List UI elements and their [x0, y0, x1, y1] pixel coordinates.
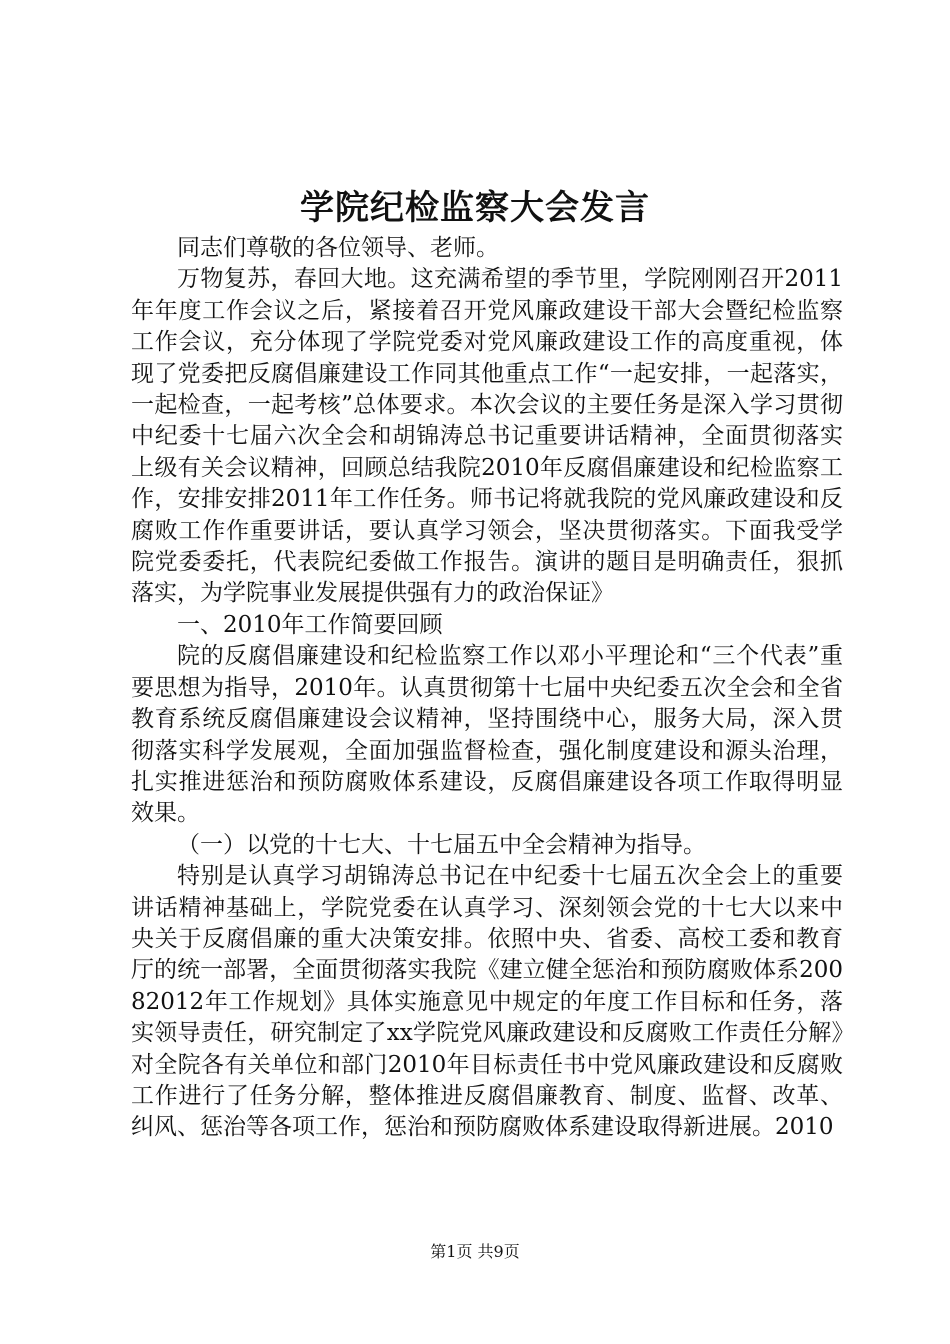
subsection-heading-1: （一）以党的十七大、十七届五中全会精神为指导。 [177, 831, 706, 858]
section-heading-1: 一、2010年工作简要回顾 [177, 611, 443, 638]
paragraph-salutation: 同志们尊敬的各位领导、老师。 [177, 235, 499, 261]
document-body [131, 233, 843, 1144]
document-title: 学院纪检监察大会发言 [300, 188, 650, 228]
page-number-footer: 第1页 共9页 [430, 1242, 520, 1261]
paragraph-study: 特别是认真学习胡锦涛总书记在中纪委十七届五次全会上的重要讲话精神基础上，学院党委在认真学习、深刻领会党的十七大以来中央关于反腐倡廉的重大决策安排。依照中央、省委、高校工委和教育厅的统一部署，全面贯彻落实我院《建立健全惩治和预防腐败体系20082012年工作规划》具体实施意见中规定的年度工作目标和任务，落实领导责任，研究制定了xx学院党风廉政建设和反腐败工作责任分解》对全院各有关单位和部门2010年目标责任书中党风廉政建设和反腐败工作进行了任务分解，整体推进反腐倡廉教育、制度、监督、改革、纠风、惩治等各项工作，惩治和预防腐败体系建设取得新进展。2010 [131, 863, 843, 1141]
paragraph-intro: 万物复苏，春回大地。这充满希望的季节里，学院刚刚召开2011年年度工作会议之后，紧接着召开党风廉政建设干部大会暨纪检监察工作会议，充分体现了学院党委对党风廉政建设工作的高度重视，体现了党委把反腐倡廉建设工作同其他重点工作“一起安排，一起落实，一起检查，一起考核”总体要求。本次会议的主要任务是深入学习贯彻中纪委十七届六次全会和胡锦涛总书记重要讲话精神，全面贯彻落实上级有关会议精神，回顾总结我院2010年反腐倡廉建设和纪检监察工作，安排安排2011年工作任务。师书记将就我院的党风廉政建设和反腐败工作作重要讲话，要认真学习领会，坚决贯彻落实。下面我受学院党委委托，代表院纪委做工作报告。演讲的题目是明确责任，狠抓落实，为学院事业发展提供强有力的政治保证》 [131, 266, 843, 607]
paragraph-review: 院的反腐倡廉建设和纪检监察工作以邓小平理论和“三个代表”重要思想为指导，2010年。认真贯彻第十七届中央纪委五次全会和全省教育系统反腐倡廉建设会议精神，坚持围绕中心，服务大局，深入贯彻落实科学发展观，全面加强监督检查，强化制度建设和源头治理，扎实推进惩治和预防腐败体系建设，反腐倡廉建设各项工作取得明显效果。 [131, 643, 843, 827]
